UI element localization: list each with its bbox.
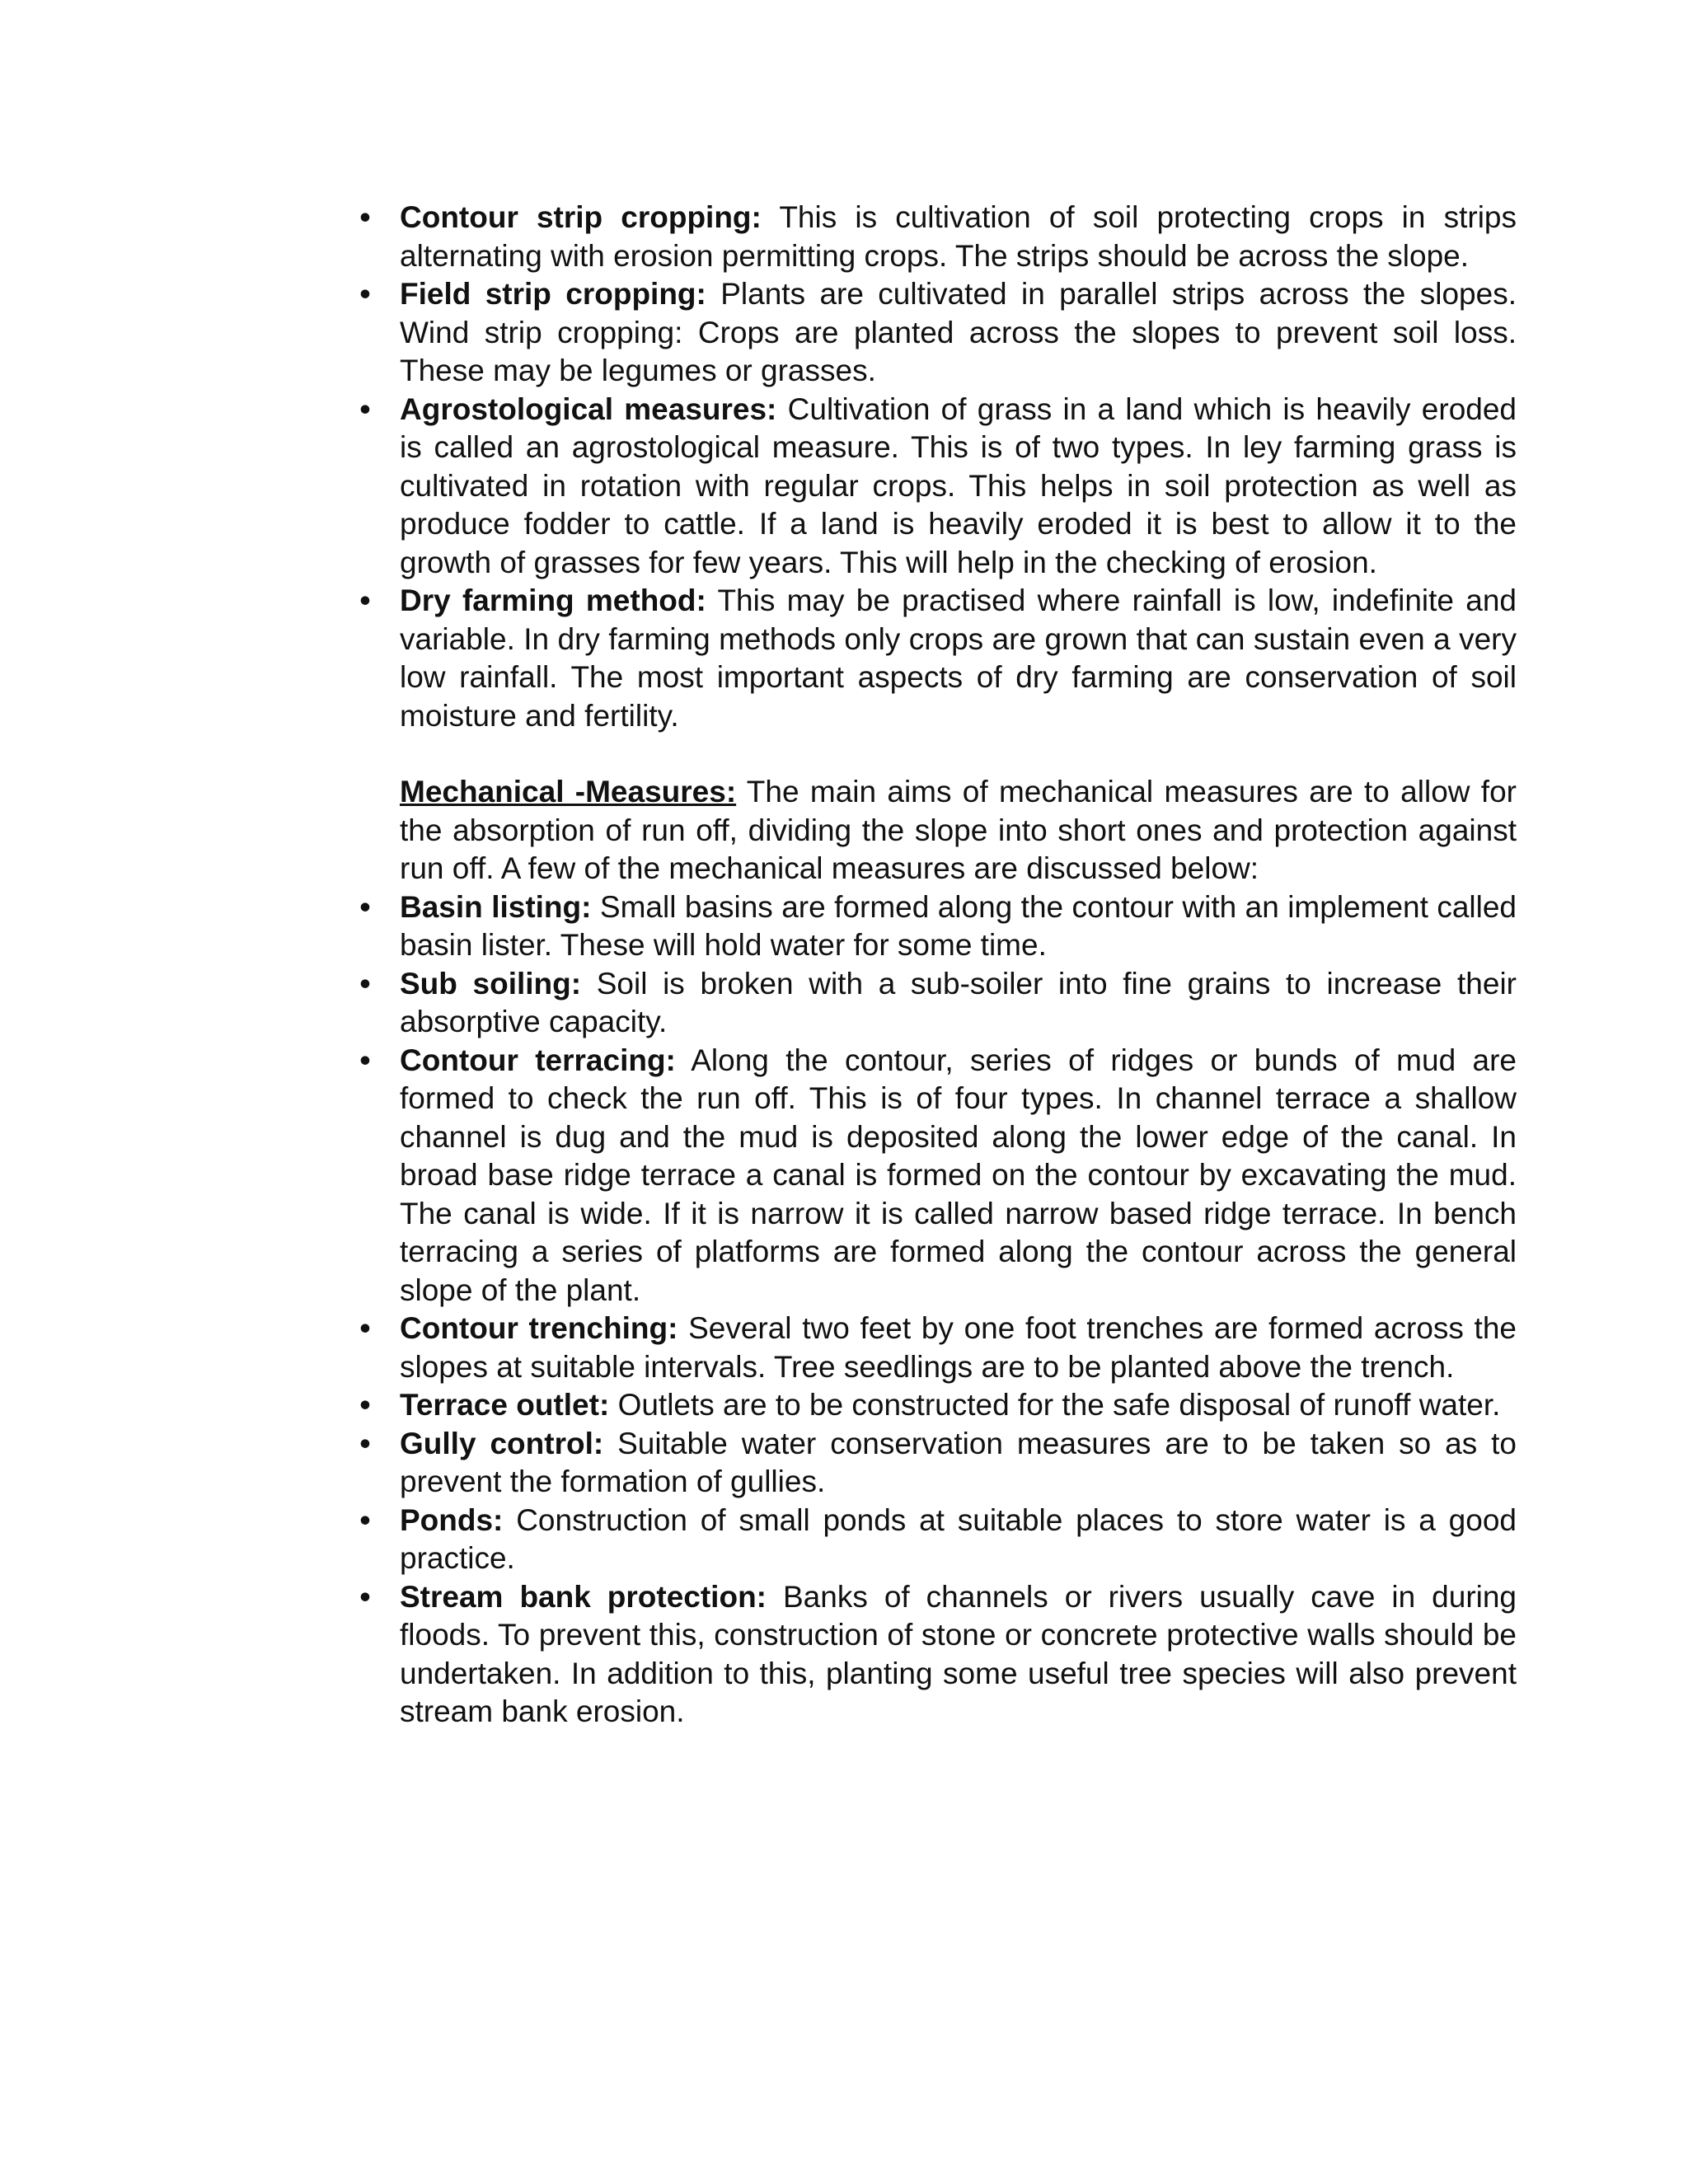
item-term: Agrostological measures:: [400, 391, 777, 426]
mechanical-measures-section: [353, 773, 1517, 888]
item-text: Construction of small ponds at suitable places to store water is a good practice.: [400, 1502, 1517, 1575]
item-term: Basin listing:: [400, 889, 592, 924]
item-text: Small basins are formed along the contour with an implement called basin lister. These will hold water for some time.: [400, 889, 1517, 962]
list-item-terrace-outlet: [353, 1386, 1517, 1425]
item-text: Cultivation of grass in a land which is heavily eroded is called an agrostological measure. This is of two types. In ley farming grass is cultivated in rotation with regular crops. This helps in soil protection as well as produce fodder to cattle. If a land is heavily eroded it is best to allow it to the growth of grasses for few years. This will help in the checking of erosion.: [400, 391, 1517, 579]
item-term: Ponds:: [400, 1502, 504, 1537]
bullet-icon: •: [359, 1043, 371, 1077]
bullet-icon: •: [359, 391, 371, 426]
list-item-ponds: [353, 1502, 1517, 1578]
item-term: Sub soiling:: [400, 966, 582, 1001]
list-item-sub-soiling: [353, 965, 1517, 1042]
item-term: Stream bank protection:: [400, 1579, 767, 1614]
document-body: [353, 199, 1517, 1732]
list-item-contour-terracing: [353, 1042, 1517, 1310]
bullet-icon: •: [359, 1388, 371, 1422]
bullet-icon: •: [359, 1311, 371, 1345]
item-text: Outlets are to be constructed for the safe disposal of runoff water.: [617, 1388, 1501, 1422]
item-term: Contour trenching:: [400, 1311, 678, 1345]
item-term: Gully control:: [400, 1426, 604, 1460]
bullet-icon: •: [359, 1502, 371, 1537]
item-text: This is cultivation of soil protecting crops in strips alternating with erosion permitting crops. The strips should be across the slope.: [400, 200, 1517, 273]
section-title: Mechanical -Measures:: [400, 775, 737, 808]
item-text: Soil is broken with a sub-soiler into fine grains to increase their absorptive capacity.: [400, 966, 1517, 1038]
list-item-contour-strip-cropping: [353, 199, 1517, 275]
paragraph-gap: [353, 735, 1517, 773]
bullet-icon: •: [359, 889, 371, 924]
list-item-agrostological-measures: [353, 391, 1517, 583]
section-text: The main aims of mechanical measures are to allow for the absorption of run off, dividing the slope into short ones and protection against run off. A few of the mechanical measures are discussed below:: [400, 775, 1517, 885]
list-item-field-strip-cropping: [353, 275, 1517, 391]
bullet-icon: •: [359, 1579, 371, 1614]
item-term: Dry farming method:: [400, 583, 706, 617]
bullet-icon: •: [359, 277, 371, 311]
item-term: Field strip cropping:: [400, 277, 706, 311]
item-text: Banks of channels or rivers usually cave in during floods. To prevent this, construction of stone or concrete protective walls should be undertaken. In addition to this, planting some useful tree species will also prevent stream bank erosion.: [400, 1579, 1517, 1728]
bullet-icon: •: [359, 200, 371, 234]
item-term: Contour terracing:: [400, 1043, 676, 1077]
bullet-icon: •: [359, 966, 371, 1001]
item-text: Suitable water conservation measures are to be taken so as to prevent the formation of gullies.: [400, 1426, 1517, 1498]
item-text: This may be practised where rainfall is low, indefinite and variable. In dry farming methods only crops are grown that can sustain even a very low rainfall. The most important aspects of dry farming are conservation of soil moisture and fertility.: [400, 583, 1517, 733]
item-text: Plants are cultivated in parallel strips across the slopes. Wind strip cropping: Crops are planted across the slopes to prevent soil loss. These may be legumes or grasses.: [400, 277, 1517, 387]
bullet-icon: •: [359, 1426, 371, 1460]
item-text: Along the contour, series of ridges or bunds of mud are formed to check the run off. This is of four types. In channel terrace a shallow channel is dug and the mud is deposited along the lower edge of the canal. In broad base ridge terrace a canal is formed on the contour by excavating the mud. The canal is wide. If it is narrow it is called narrow based ridge terrace. In bench terracing a series of platforms are formed along the contour across the general slope of the plant.: [400, 1043, 1517, 1307]
item-text: Several two feet by one foot trenches are formed across the slopes at suitable intervals. Tree seedlings are to be planted above the trench.: [400, 1311, 1517, 1384]
list-item-stream-bank-protection: [353, 1578, 1517, 1732]
list-item-gully-control: [353, 1425, 1517, 1502]
item-term: Terrace outlet:: [400, 1388, 610, 1422]
bullet-icon: •: [359, 583, 371, 617]
list-item-dry-farming-method: [353, 582, 1517, 735]
list-item-basin-listing: [353, 888, 1517, 965]
list-item-contour-trenching: [353, 1310, 1517, 1386]
item-term: Contour strip cropping:: [400, 200, 762, 234]
